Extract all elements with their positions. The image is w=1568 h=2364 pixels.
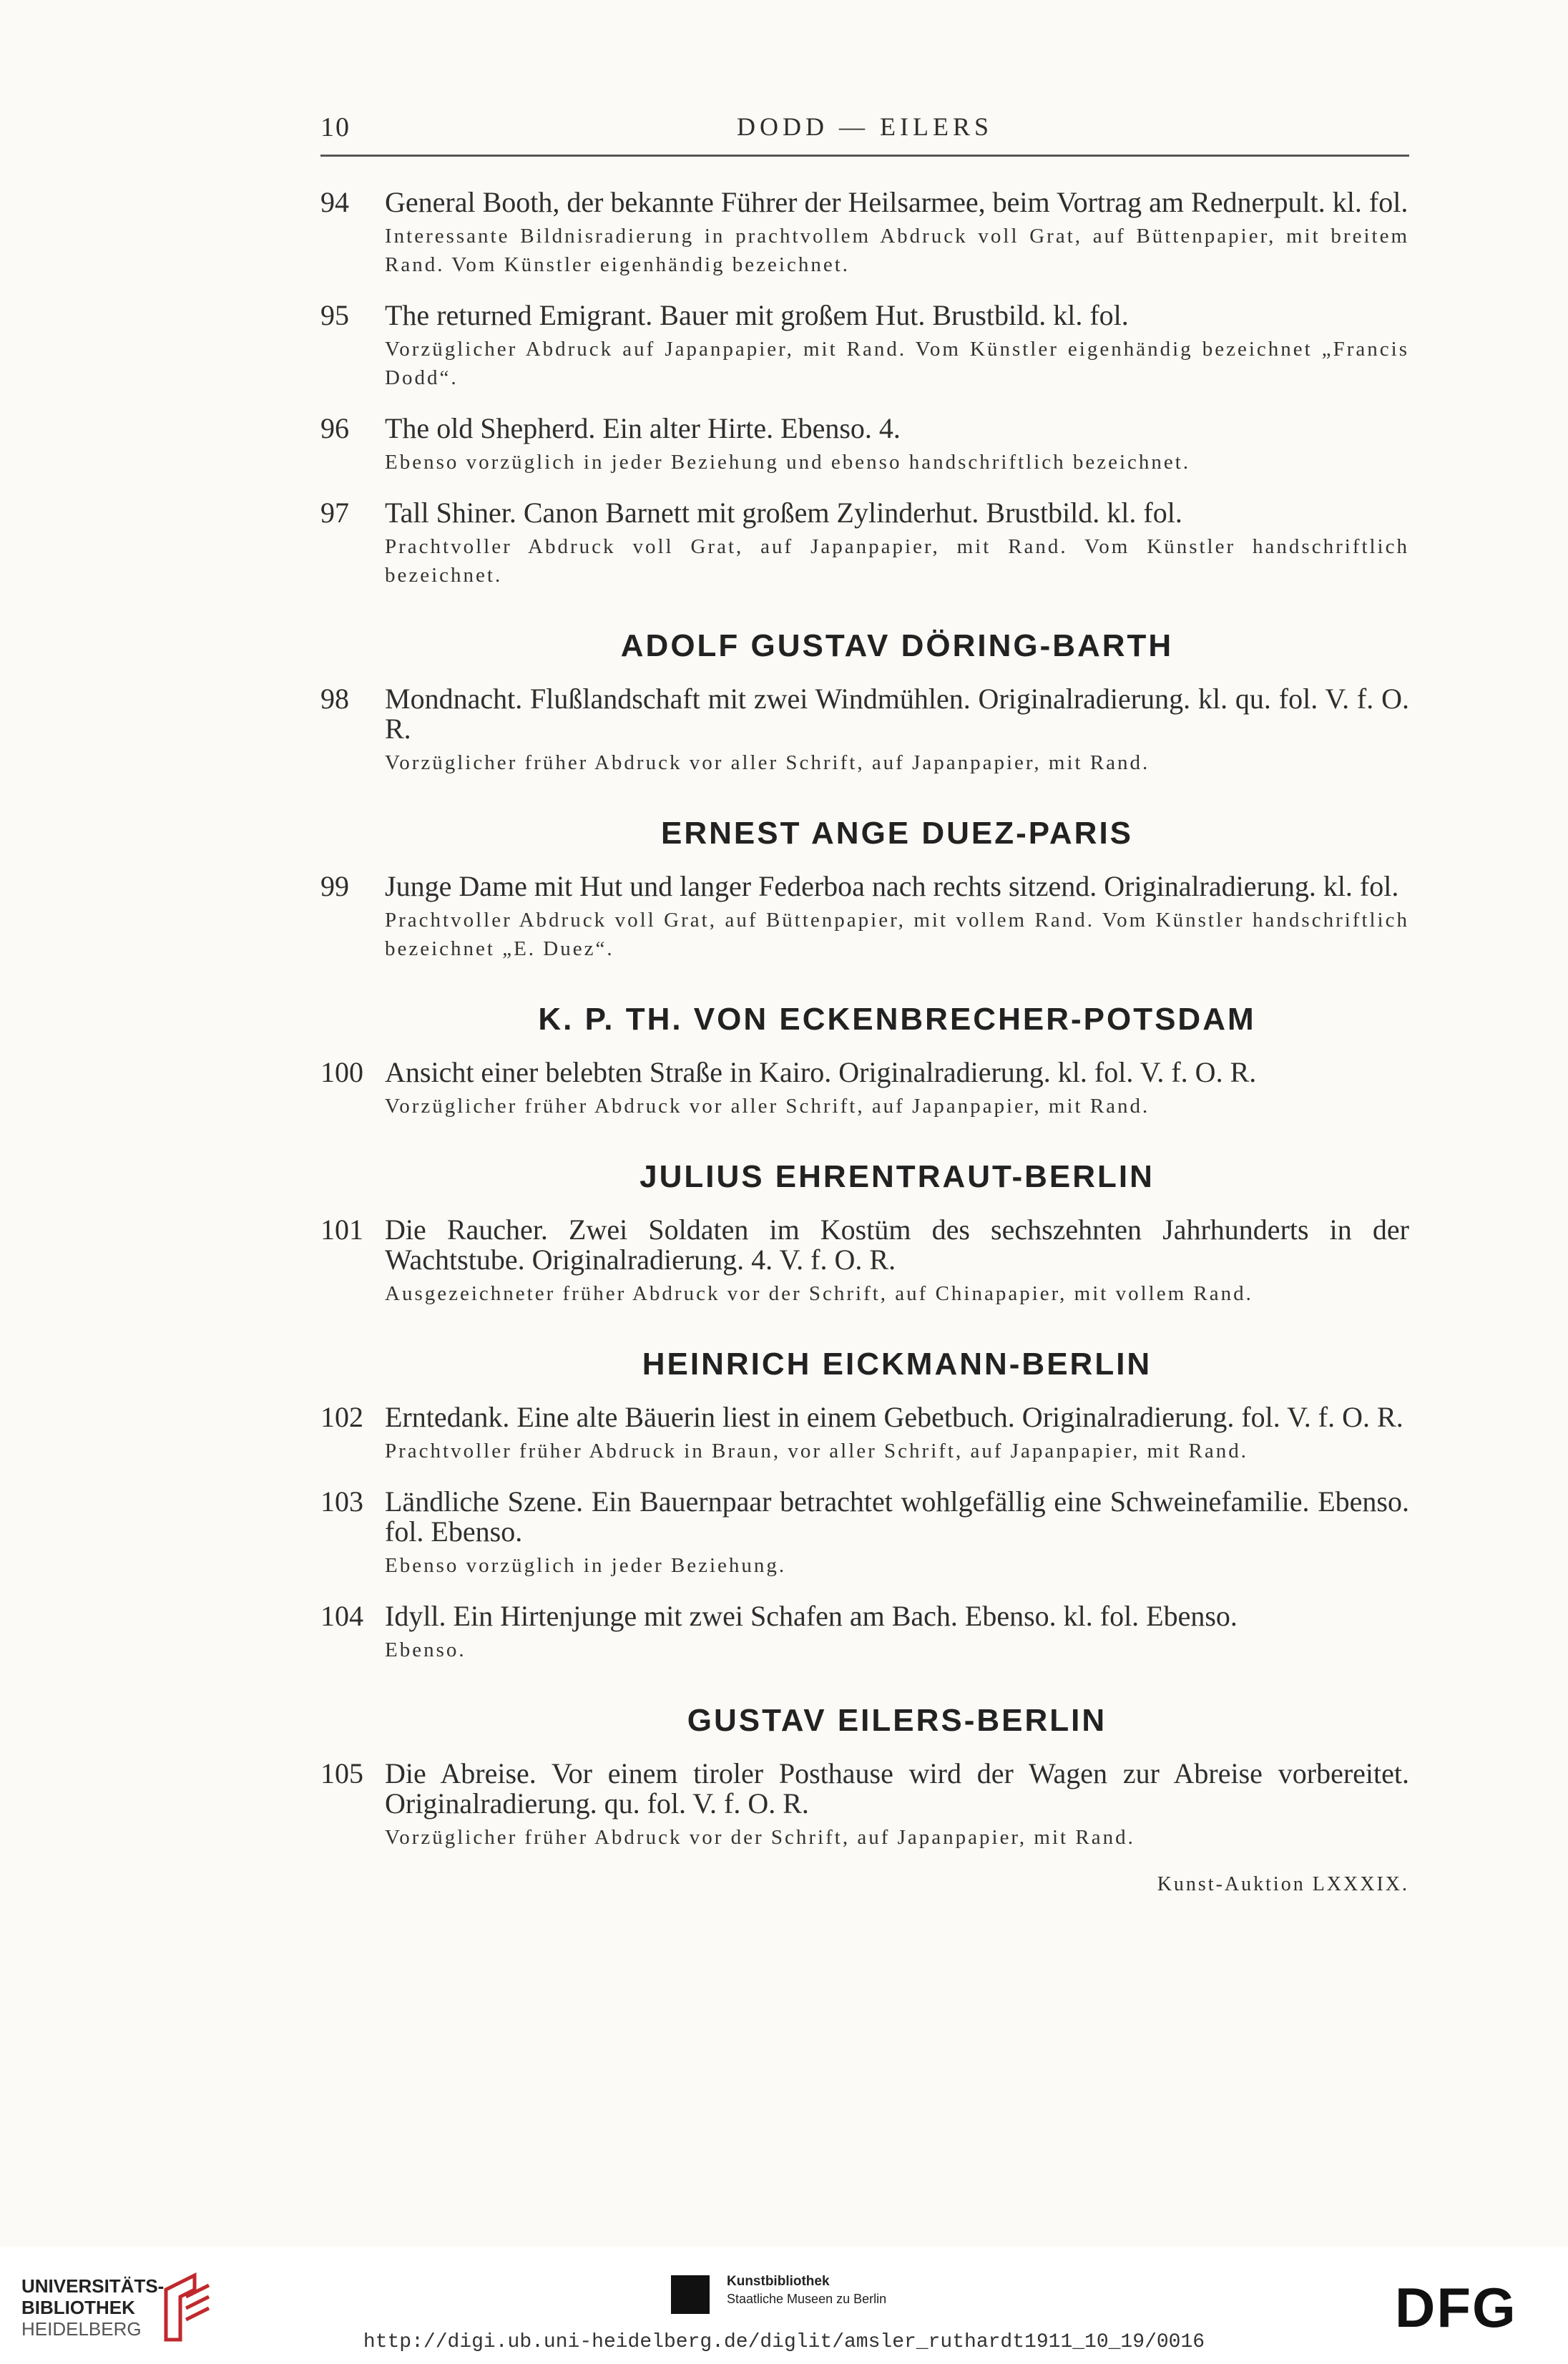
entry-note: Ausgezeichneter früher Abdruck vor der Schrift, auf Chinapapier, mit vollem Rand. [385,1282,1253,1305]
entry-group [320,871,1409,963]
catalog-entry [320,1058,1409,1088]
kb-line-1: Kunstbibliothek [727,2274,830,2289]
catalog-entry [320,301,1409,331]
entry-number: 100 [320,1056,363,1088]
entry-note: Ebenso vorzüglich in jeder Beziehung und ebenso handschriftlich bezeichnet. [385,451,1191,474]
ub-line-3: HEIDELBERG [21,2318,142,2340]
artist-heading: JULIUS EHRENTRAUT-BERLIN [640,1159,1155,1194]
entry-note: Ebenso. [385,1638,466,1661]
entry-note: Vorzüglicher früher Abdruck vor der Schrift, auf Japanpapier, mit Rand. [385,1826,1135,1849]
entry-number: 105 [320,1757,363,1789]
kunstbibliothek-label [727,2272,886,2307]
entry-title: Idyll. Ein Hirtenjunge mit zwei Schafen am Bach. Ebenso. kl. fol. Ebenso. [385,1600,1238,1632]
catalog-entry [320,1215,1409,1275]
entry-title: The old Shepherd. Ein alter Hirte. Ebenso. 4. [385,412,901,444]
catalog-entry [320,1402,1409,1432]
catalog-entry [320,1601,1409,1631]
entry-group [320,1058,1409,1120]
artist-heading: K. P. TH. VON ECKENBRECHER-POTSDAM [538,1002,1256,1037]
entry-number: 94 [320,186,349,218]
artist-heading: HEINRICH EICKMANN-BERLIN [642,1347,1152,1382]
catalog-content [320,187,1409,1896]
artist-heading: ADOLF GUSTAV DÖRING-BARTH [620,628,1174,663]
entry-title: Tall Shiner. Canon Barnett mit großem Zylinderhut. Brustbild. kl. fol. [385,497,1182,529]
entry-title: The returned Emigrant. Bauer mit großem Hut. Brustbild. kl. fol. [385,299,1129,331]
entry-number: 103 [320,1485,363,1518]
entry-title: Mondnacht. Flußlandschaft mit zwei Windmühlen. Originalradierung. kl. qu. fol. V. f. O. R. [385,683,1409,745]
entry-title: Die Raucher. Zwei Soldaten im Kostüm des sechszehnten Jahrhunderts in der Wachtstube. Originalradierung. 4. V. f. O. R. [385,1213,1409,1276]
artist-heading: GUSTAV EILERS-BERLIN [687,1703,1107,1738]
entry-number: 102 [320,1401,363,1433]
entry-group [320,684,1409,777]
entry-note: Interessante Bildnisradierung in prachtvollem Abdruck voll Grat, auf Büttenpapier, mit breitem Rand. Vom Künstler eigenhändig bezeichnet. [385,225,1409,276]
entry-group [320,187,1409,590]
entry-note: Vorzüglicher Abdruck auf Japanpapier, mit Rand. Vom Künstler eigenhändig bezeichnet „Francis Dodd“. [385,338,1409,389]
entry-group [320,1759,1409,1852]
page-header [320,107,1409,157]
entry-title: Ländliche Szene. Ein Bauernpaar betrachtet wohlgefällig eine Schweinefamilie. Ebenso. fol. Ebenso. [385,1485,1409,1548]
dfg-logo: DFG [1395,2276,1517,2339]
entry-note: Prachtvoller früher Abdruck in Braun, vor aller Schrift, auf Japanpapier, mit Rand. [385,1440,1248,1462]
entry-title: Erntedank. Eine alte Bäuerin liest in einem Gebetbuch. Originalradierung. fol. V. f. O. R. [385,1401,1403,1433]
entry-group [320,1402,1409,1664]
permalink-url[interactable]: http://digi.ub.uni-heidelberg.de/diglit/amsler_ruthardt1911_10_19/0016 [363,2331,1205,2353]
entry-note: Ebenso vorzüglich in jeder Beziehung. [385,1554,787,1577]
entry-note: Vorzüglicher früher Abdruck vor aller Schrift, auf Japanpapier, mit Rand. [385,1095,1150,1118]
catalog-entry [320,414,1409,444]
catalog-entry [320,684,1409,744]
artist-heading: ERNEST ANGE DUEZ-PARIS [660,816,1134,851]
kb-line-2: Staatliche Museen zu Berlin [727,2292,887,2306]
entry-number: 104 [320,1600,363,1632]
entry-note: Vorzüglicher früher Abdruck vor aller Schrift, auf Japanpapier, mit Rand. [385,751,1150,774]
entry-title: Die Abreise. Vor einem tiroler Posthause wird der Wagen zur Abreise vorbereitet. Originalradierung. qu. fol. V. f. O. R. [385,1757,1409,1820]
page-number: 10 [320,112,351,142]
catalog-entry [320,498,1409,528]
entry-title: Junge Dame mit Hut und langer Federboa nach rechts sitzend. Originalradierung. kl. fol. [385,870,1399,902]
ub-heidelberg-label [21,2275,164,2340]
catalog-entry [320,871,1409,902]
entry-number: 95 [320,299,349,331]
entry-number: 97 [320,497,349,529]
viewer-footer [0,2247,1568,2364]
catalog-entry [320,1487,1409,1547]
entry-note: Prachtvoller Abdruck voll Grat, auf Büttenpapier, mit vollem Rand. Vom Künstler handschriftlich bezeichnet „E. Duez“. [385,909,1409,960]
kunstbibliothek-logo-icon [671,2275,710,2314]
entry-number: 101 [320,1213,363,1246]
entry-title: General Booth, der bekannte Führer der Heilsarmee, beim Vortrag am Rednerpult. kl. fol. [385,186,1408,218]
entry-number: 96 [320,412,349,444]
entry-note: Prachtvoller Abdruck voll Grat, auf Japanpapier, mit Rand. Vom Künstler handschriftlich bezeichnet. [385,535,1409,587]
ub-line-2: BIBLIOTHEK [21,2297,135,2318]
running-head: DODD — EILERS [737,112,993,141]
catalog-entry [320,1759,1409,1819]
entry-group [320,1215,1409,1308]
ub-line-1: UNIVERSITÄTS- [21,2275,165,2297]
entry-number: 99 [320,870,349,902]
entry-title: Ansicht einer belebten Straße in Kairo. Originalradierung. kl. fol. V. f. O. R. [385,1056,1257,1088]
catalog-entry [320,187,1409,218]
signature-line: Kunst-Auktion LXXXIX. [1157,1873,1409,1895]
entry-number: 98 [320,683,349,715]
